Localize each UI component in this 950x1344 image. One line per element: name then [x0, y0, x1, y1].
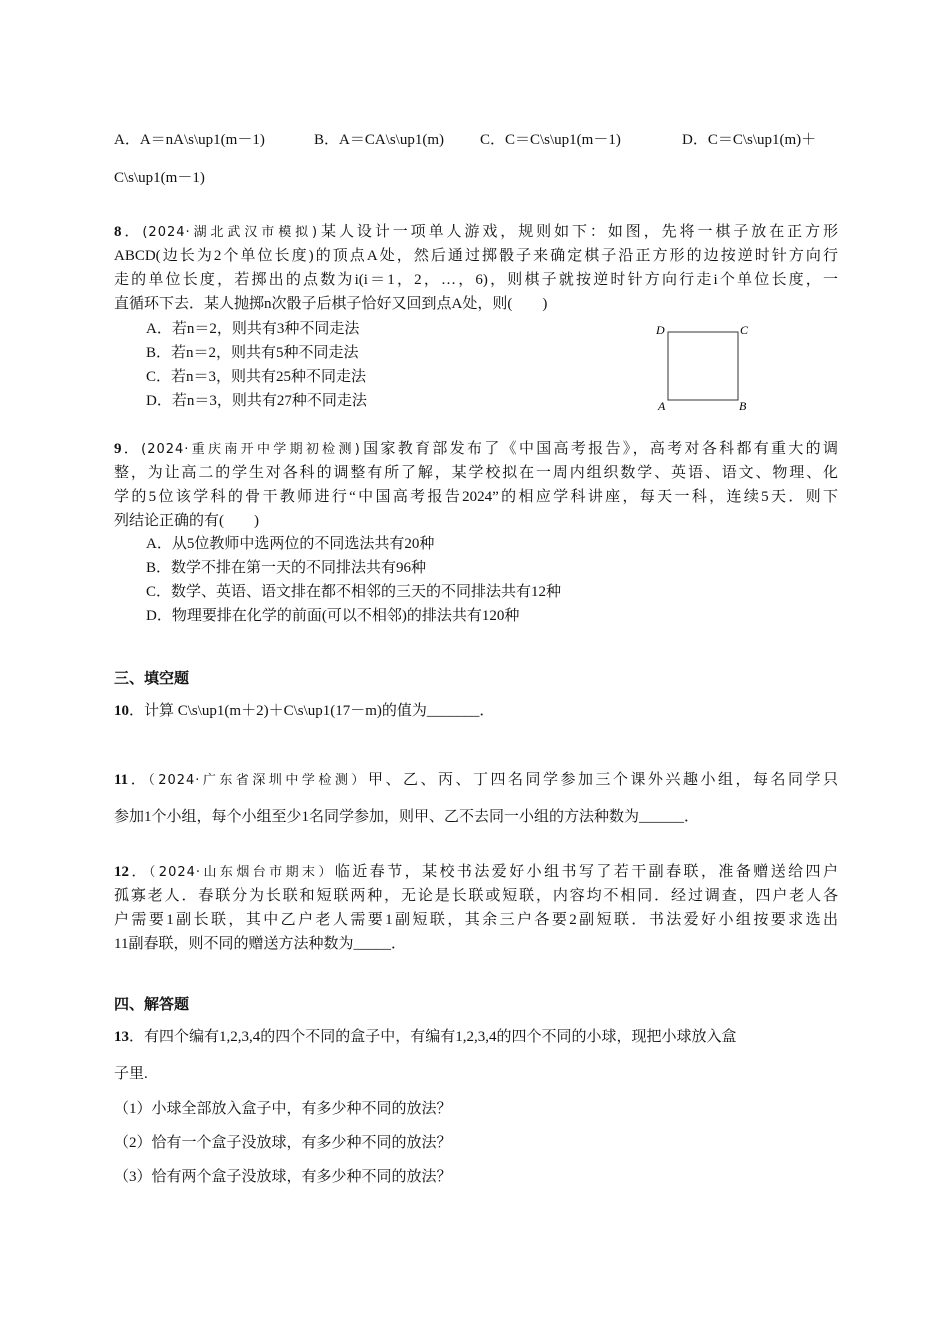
q11-number: 11 — [114, 772, 129, 788]
q9-option-b: B．数学不排在第一天的不同排法共有96种 — [146, 560, 427, 576]
q11-text-1: 甲、乙、丙、丁四名同学参加三个课外兴趣小组，每名同学只 — [367, 772, 838, 788]
q7-option-d: D．C＝C\s\up1(m)＋ — [682, 132, 817, 148]
label-c: C — [740, 323, 749, 337]
q12-line-2: 孤寡老人．春联分为长联和短联两种，无论是长联或短联，内容均不相同．经过调查，四户老人各 — [114, 888, 838, 904]
q7-option-c: C．C＝C\s\up1(m－1) — [480, 132, 621, 148]
q11-source: （2024·广东省深圳中学检测） — [148, 773, 368, 788]
q9-option-c: C．数学、英语、语文排在都不相邻的三天的不同排法共有12种 — [146, 584, 562, 600]
q9-line-1: 9．(2024·重庆南开中学期初检测)国家教育部发布了《中国高考报告》，高考对各科都有重大的调 — [114, 441, 838, 457]
q13-number: 13 — [114, 1029, 129, 1045]
section-answer-title: 四、解答题 — [114, 995, 190, 1013]
q12-source: （2024·山东烟台市期末） — [148, 865, 335, 880]
q13-text-1: ．有四个编有1,2,3,4的四个不同的盒子中，有编有1,2,3,4的四个不同的小球，现把小球放入盒 — [129, 1029, 737, 1045]
square-outline — [668, 332, 738, 400]
q11-line-1: 11．（2024·广东省深圳中学检测）甲、乙、丙、丁四名同学参加三个课外兴趣小组，每名同学只 — [114, 772, 838, 788]
q13-part-2: （2）恰有一个盒子没放球，有多少种不同的放法？ — [114, 1135, 452, 1151]
q12-line-1: 12．（2024·山东烟台市期末）临近春节，某校书法爱好小组书写了若干副春联，准备赠送给四户 — [114, 864, 838, 880]
square-abcd-figure — [650, 320, 760, 416]
q7-option-b: B．A＝CA\s\up1(m) — [314, 132, 445, 148]
q8-option-b: B．若n＝2，则共有5种不同走法 — [146, 345, 359, 361]
q8-option-c: C．若n＝3，则共有25种不同走法 — [146, 369, 367, 385]
q8-line-1: 8．(2024·湖北武汉市模拟)某人设计一项单人游戏，规则如下：如图，先将一棋子放在正方形 — [114, 224, 838, 240]
q11-line-2: 参加1个小组，每个小组至少1名同学参加，则甲、乙不去同一小组的方法种数为______． — [114, 809, 700, 825]
q13-part-1: （1）小球全部放入盒子中，有多少种不同的放法？ — [114, 1101, 452, 1117]
section-fill-in-title: 三、填空题 — [114, 669, 190, 687]
q13-line-1 — [114, 1025, 737, 1046]
label-d: D — [656, 323, 665, 337]
q8-line-3: 走的单位长度，若掷出的点数为i(i＝1，2，…，6)，则棋子就按逆时针方向行走i个单位长度，一 — [114, 272, 838, 288]
q8-line-2: ABCD(边长为2个单位长度)的顶点A处，然后通过掷骰子来确定棋子沿正方形的边按逆时针方向行 — [114, 248, 838, 264]
q9-source: (2024·重庆南开中学期初检测) — [141, 442, 361, 457]
q7-option-a: A．A＝nA\s\up1(m－1) — [114, 132, 265, 148]
q8-source: (2024·湖北武汉市模拟) — [142, 225, 319, 240]
q9-option-a: A．从5位教师中选两位的不同选法共有20种 — [146, 536, 435, 552]
q9-line-4: 列结论正确的有( ) — [114, 513, 259, 529]
q8-text-1: 某人设计一项单人游戏，规则如下：如图，先将一棋子放在正方形 — [318, 224, 838, 240]
q12-text-1: 临近春节，某校书法爱好小组书写了若干副春联，准备赠送给四户 — [334, 864, 838, 880]
q12-line-3: 户需要1副长联，其中乙户老人需要1副短联，其余三户各要2副短联．书法爱好小组按要求选出 — [114, 912, 838, 928]
q13-part-3: （3）恰有两个盒子没放球，有多少种不同的放法？ — [114, 1169, 452, 1185]
q12-line-4: 11副春联，则不同的赠送方法种数为_____． — [114, 936, 406, 952]
label-a: A — [658, 399, 666, 413]
q9-option-d: D．物理要排在化学的前面(可以不相邻)的排法共有120种 — [146, 608, 520, 624]
q9-line-2: 整，为让高二的学生对各科的调整有所了解，某学校拟在一周内组织数学、英语、语文、物理、化 — [114, 465, 838, 481]
q9-text-1: 国家教育部发布了《中国高考报告》，高考对各科都有重大的调 — [360, 441, 838, 457]
q8-line-4: 直循环下去．某人抛掷n次骰子后棋子恰好又回到点A处，则( ) — [114, 296, 548, 312]
q13-line-2: 子里. — [114, 1066, 148, 1082]
q8-option-d: D．若n＝3，则共有27种不同走法 — [146, 393, 367, 409]
q7-option-d-continued: C\s\up1(m－1) — [114, 170, 205, 186]
q9-line-3: 学的5位该学科的骨干教师进行“中国高考报告2024”的相应学科讲座，每天一科，连续5天．则下 — [114, 489, 838, 505]
label-b: B — [739, 399, 747, 413]
q8-option-a: A．若n＝2，则共有3种不同走法 — [146, 321, 360, 337]
q10-number: 10 — [114, 703, 129, 719]
q12-number: 12 — [114, 864, 129, 880]
q8-number: 8 — [114, 224, 122, 240]
q10-text: ．计算 C\s\up1(m＋2)＋C\s\up1(17－m)的值为_______． — [129, 703, 495, 719]
q10-line — [114, 699, 494, 720]
q9-number: 9 — [114, 441, 122, 457]
